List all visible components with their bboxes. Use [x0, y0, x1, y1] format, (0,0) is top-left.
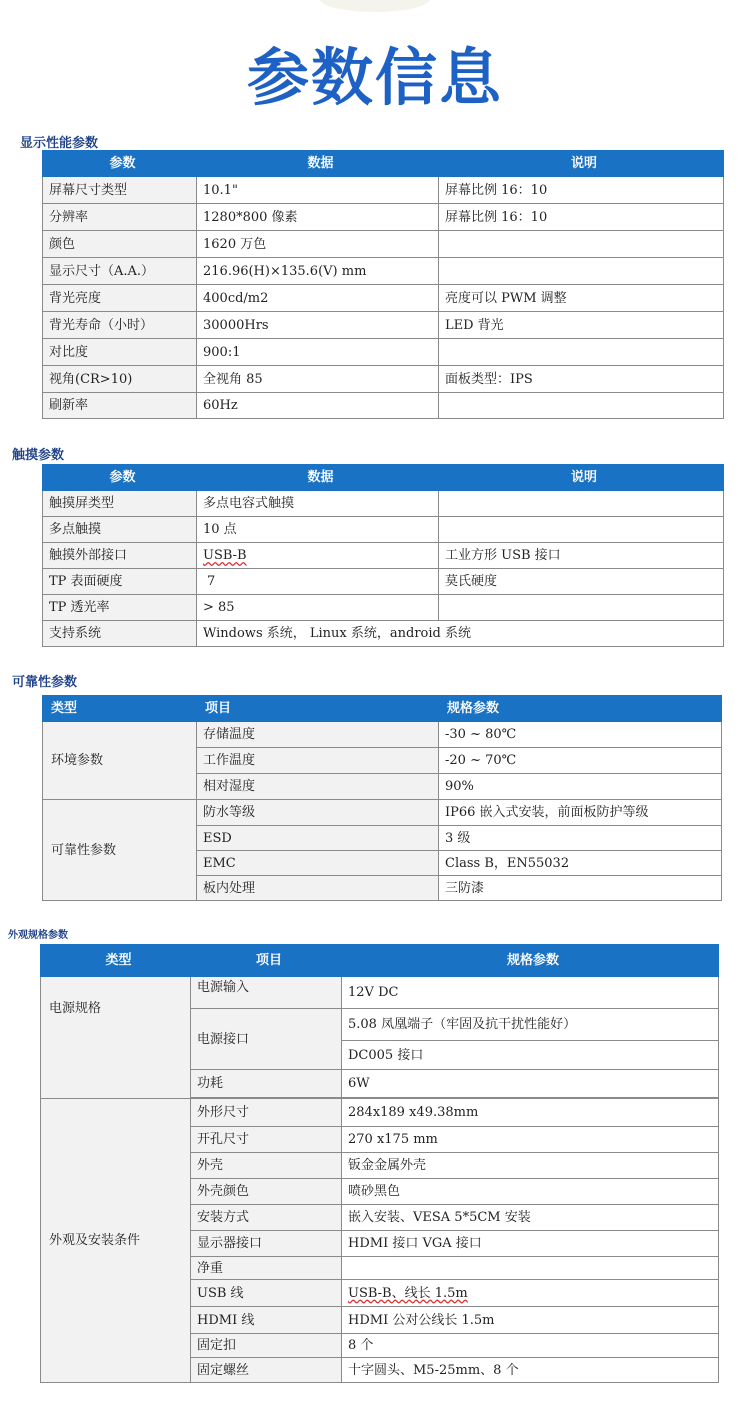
table-row — [43, 339, 724, 366]
appearance-section-title: 外观规格参数 — [8, 930, 68, 941]
row-value: 270 x175 mm — [342, 1127, 719, 1153]
row-value: 1620 万色 — [197, 231, 439, 258]
row-label: 触摸屏类型 — [43, 491, 197, 517]
row-label: 固定扣 — [191, 1334, 342, 1358]
table-row — [41, 977, 719, 1009]
header-param: 参数 — [43, 465, 197, 491]
row-value: 7 — [197, 569, 439, 595]
row-value: 喷砂黑色 — [342, 1179, 719, 1205]
row-label: TP 透光率 — [43, 595, 197, 621]
row-value: HDMI 接口 VGA 接口 — [342, 1231, 719, 1257]
usb-b-text: USB-B — [203, 548, 247, 563]
row-label: USB 线 — [191, 1280, 342, 1307]
row-label: 视角(CR>10) — [43, 366, 197, 393]
header-item: 项目 — [191, 945, 342, 977]
row-value: 216.96(H)×135.6(V) mm — [197, 258, 439, 285]
row-label: 外形尺寸 — [191, 1099, 342, 1127]
table-row — [43, 393, 724, 419]
row-value: 8 个 — [342, 1334, 719, 1358]
reliability-section-title: 可靠性参数 — [12, 675, 78, 690]
header-type: 类型 — [41, 945, 191, 977]
row-label: 板内处理 — [197, 876, 439, 901]
row-label: 背光寿命（小时） — [43, 312, 197, 339]
row-label: 多点触摸 — [43, 517, 197, 543]
header-item: 项目 — [197, 696, 439, 722]
row-label: 刷新率 — [43, 393, 197, 419]
row-value: Class B，EN55032 — [439, 851, 722, 876]
row-label: 防水等级 — [197, 800, 439, 826]
table-row — [43, 722, 722, 748]
row-value — [342, 1280, 719, 1307]
header-type: 类型 — [43, 696, 197, 722]
row-value: -30 ~ 80℃ — [439, 722, 722, 748]
table-row — [43, 800, 722, 826]
row-note: 屏幕比例 16：10 — [439, 204, 724, 231]
row-label: TP 表面硬度 — [43, 569, 197, 595]
row-note — [439, 339, 724, 366]
table-row — [43, 285, 724, 312]
row-label: 分辨率 — [43, 204, 197, 231]
row-value: 三防漆 — [439, 876, 722, 901]
header-spec: 规格参数 — [342, 945, 719, 977]
row-note — [439, 595, 724, 621]
category-cell: 外观及安装条件 — [41, 1099, 191, 1383]
row-note — [439, 517, 724, 543]
row-value: 十字圆头、M5-25mm、8 个 — [342, 1358, 719, 1383]
row-value: 全视角 85 — [197, 366, 439, 393]
header-desc: 说明 — [439, 465, 724, 491]
appearance-table — [40, 944, 719, 1383]
table-header — [43, 151, 724, 177]
table-row — [43, 231, 724, 258]
category-cell: 环境参数 — [43, 722, 197, 800]
row-label: 电源输入 — [191, 977, 342, 1009]
table-row — [43, 258, 724, 285]
row-label: EMC — [197, 851, 439, 876]
row-value: 5.08 凤凰端子（牢固及抗干扰性能好） — [342, 1009, 719, 1041]
row-note: 屏幕比例 16：10 — [439, 177, 724, 204]
row-label: 颜色 — [43, 231, 197, 258]
row-label: 开孔尺寸 — [191, 1127, 342, 1153]
row-value: 90% — [439, 774, 722, 800]
row-value: 3 级 — [439, 826, 722, 851]
table-row — [43, 517, 724, 543]
table-row — [43, 569, 724, 595]
row-label: 触摸外部接口 — [43, 543, 197, 569]
row-note: 工业方形 USB 接口 — [439, 543, 724, 569]
row-note: LED 背光 — [439, 312, 724, 339]
row-value: 60Hz — [197, 393, 439, 419]
category-cell: 电源规格 — [41, 977, 191, 1099]
touch-section-title: 触摸参数 — [12, 448, 65, 463]
systems-value: Windows 系统， Linux 系统，android 系统 — [197, 621, 724, 647]
row-note: 莫氏硬度 — [439, 569, 724, 595]
row-value: 嵌入安装、VESA 5*5CM 安装 — [342, 1205, 719, 1231]
row-label: 外壳颜色 — [191, 1179, 342, 1205]
table-header — [41, 945, 719, 977]
row-value: 284x189 x49.38mm — [342, 1099, 719, 1127]
table-row — [41, 1099, 719, 1127]
row-label: 固定螺丝 — [191, 1358, 342, 1383]
touch-table — [42, 464, 724, 647]
systems-label: 支持系统 — [43, 621, 197, 647]
row-value: HDMI 公对公线长 1.5m — [342, 1307, 719, 1334]
table-row — [43, 621, 724, 647]
row-value: 10 点 — [197, 517, 439, 543]
table-header — [43, 465, 724, 491]
row-label: 安装方式 — [191, 1205, 342, 1231]
table-row — [43, 491, 724, 517]
row-value: 900:1 — [197, 339, 439, 366]
category-cell: 可靠性参数 — [43, 800, 197, 901]
row-note — [439, 491, 724, 517]
row-note — [439, 393, 724, 419]
row-label: 功耗 — [191, 1070, 342, 1098]
row-value: 钣金金属外壳 — [342, 1153, 719, 1179]
display-table — [42, 150, 724, 419]
usb-cable-text: USB-B、线长 1.5m — [348, 1285, 468, 1301]
header-spec: 规格参数 — [439, 696, 722, 722]
row-note: 亮度可以 PWM 调整 — [439, 285, 724, 312]
row-label: 显示尺寸（A.A.） — [43, 258, 197, 285]
row-label: 对比度 — [43, 339, 197, 366]
row-note — [439, 231, 724, 258]
row-value: 6W — [342, 1070, 719, 1098]
table-header — [43, 696, 722, 722]
reliability-table — [42, 695, 722, 901]
row-note — [439, 258, 724, 285]
row-label: 净重 — [191, 1257, 342, 1280]
row-label: 相对湿度 — [197, 774, 439, 800]
row-value: DC005 接口 — [342, 1041, 719, 1070]
display-section-title: 显示性能参数 — [20, 136, 99, 151]
row-label: 背光亮度 — [43, 285, 197, 312]
row-label: 工作温度 — [197, 748, 439, 774]
header-param: 参数 — [43, 151, 197, 177]
table-row — [43, 312, 724, 339]
row-value: IP66 嵌入式安装，前面板防护等级 — [439, 800, 722, 826]
row-value: 400cd/m2 — [197, 285, 439, 312]
table-row — [43, 543, 724, 569]
row-value: 多点电容式触摸 — [197, 491, 439, 517]
row-value — [197, 543, 439, 569]
table-row — [43, 366, 724, 393]
row-value: -20 ~ 70℃ — [439, 748, 722, 774]
row-value — [342, 1257, 719, 1280]
page-title: 参数信息 — [246, 41, 503, 114]
row-label: 存储温度 — [197, 722, 439, 748]
row-label: ESD — [197, 826, 439, 851]
row-value: 10.1" — [197, 177, 439, 204]
row-label: 外壳 — [191, 1153, 342, 1179]
table-row — [43, 204, 724, 231]
header-data: 数据 — [197, 151, 439, 177]
table-row — [43, 177, 724, 204]
row-value: 30000Hrs — [197, 312, 439, 339]
header-data: 数据 — [197, 465, 439, 491]
row-value: 1280*800 像素 — [197, 204, 439, 231]
table-row — [43, 595, 724, 621]
row-label: 屏幕尺寸类型 — [43, 177, 197, 204]
top-decoration — [320, 0, 430, 12]
row-label: 显示器接口 — [191, 1231, 342, 1257]
row-value: > 85 — [197, 595, 439, 621]
row-note: 面板类型：IPS — [439, 366, 724, 393]
header-desc: 说明 — [439, 151, 724, 177]
row-label: 电源接口 — [191, 1009, 342, 1070]
row-value: 12V DC — [342, 977, 719, 1009]
row-label: HDMI 线 — [191, 1307, 342, 1334]
